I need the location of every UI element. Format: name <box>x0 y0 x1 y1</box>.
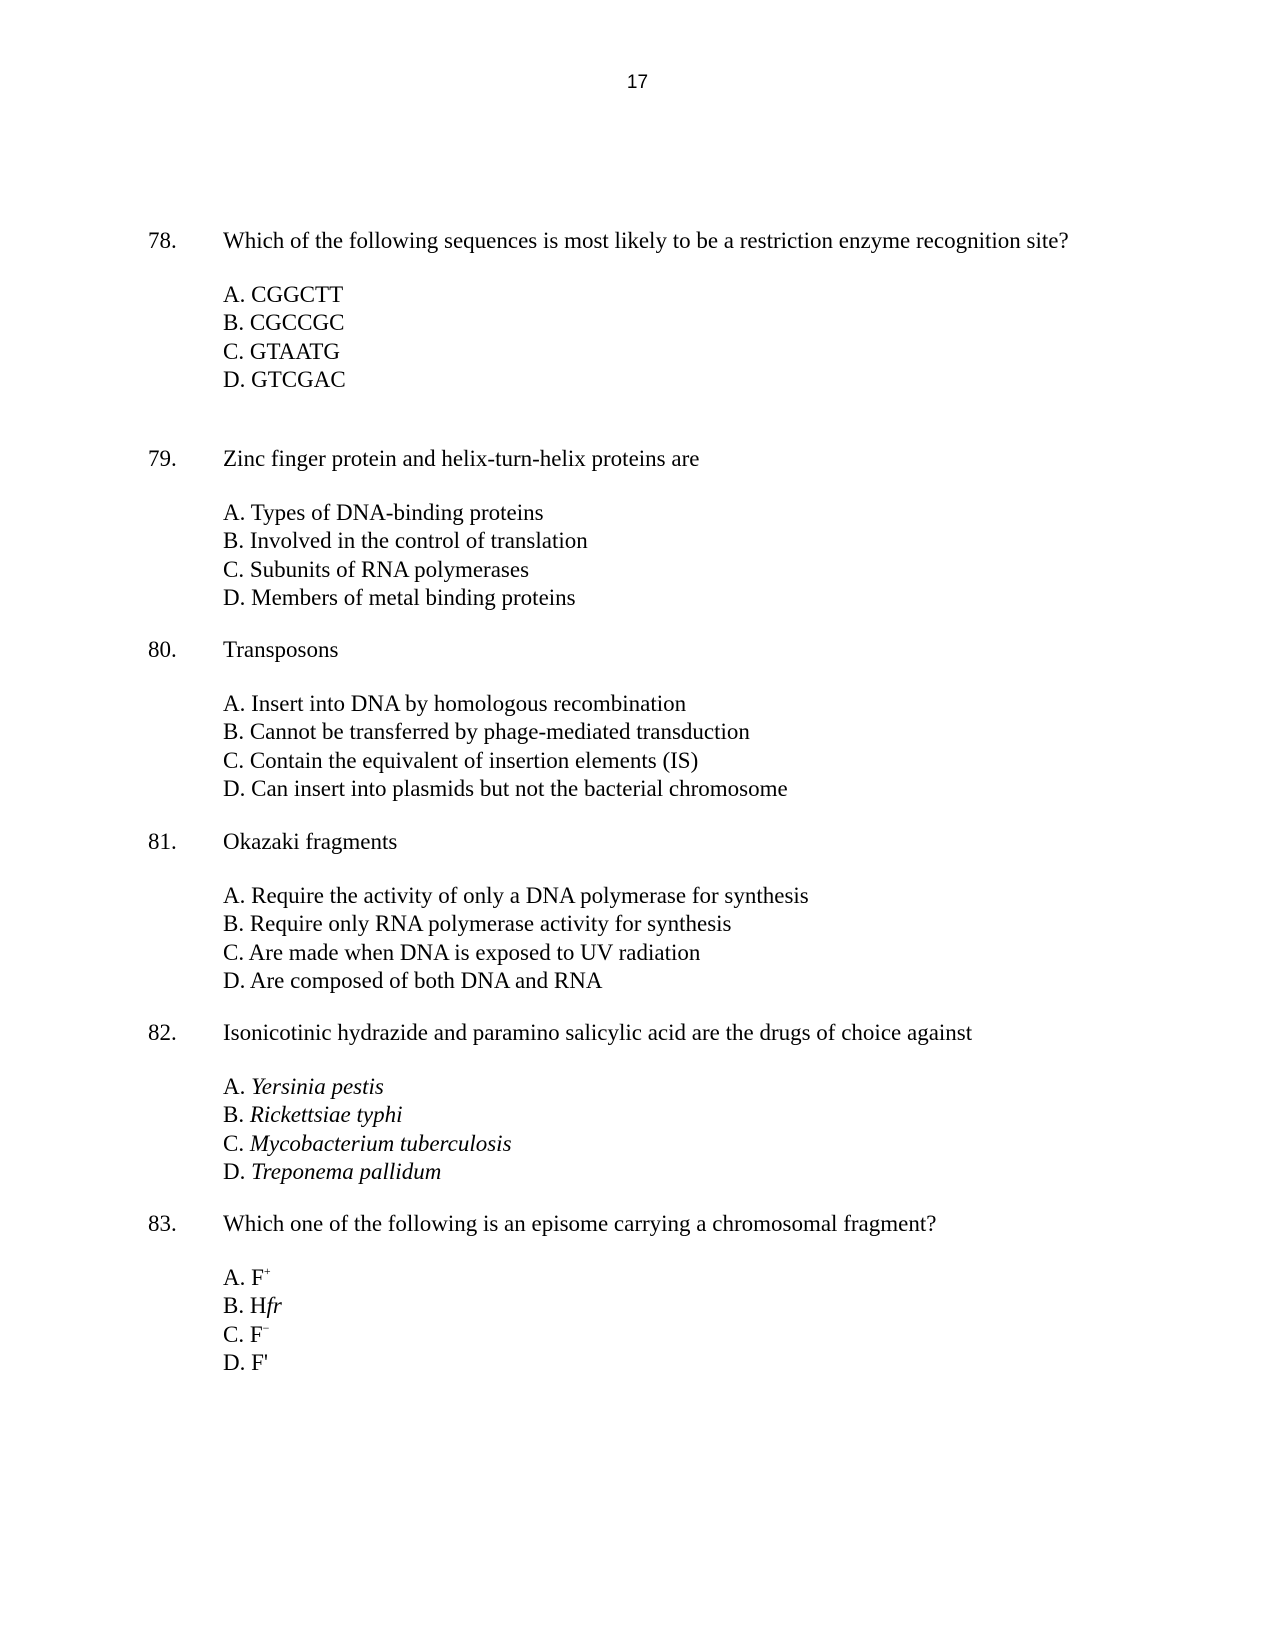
question-stem: Transposons <box>223 637 339 662</box>
option-letter: C. <box>223 1130 245 1156</box>
question-stem: Okazaki fragments <box>223 829 398 854</box>
option-letter: A. <box>223 882 246 908</box>
option-superscript: − <box>262 1320 270 1335</box>
option-text: Are made when DNA is exposed to UV radiation <box>248 939 701 965</box>
option-superscript: + <box>263 1263 271 1278</box>
option-text: Require the activity of only a DNA polymerase for synthesis <box>251 882 809 908</box>
option-text: CGGCTT <box>251 281 344 307</box>
option-c <box>223 338 1128 367</box>
option-text: Subunits of RNA polymerases <box>249 556 530 582</box>
option-text: Contain the equivalent of insertion elements (IS) <box>249 747 699 773</box>
option-letter: C. <box>223 556 245 582</box>
option-list <box>223 281 1128 395</box>
option-text: Members of metal binding proteins <box>251 585 576 610</box>
option-c <box>223 747 1128 776</box>
option-c <box>223 556 1128 585</box>
option-text: Involved in the control of translation <box>249 528 588 553</box>
option-text <box>250 1322 270 1347</box>
option-letter: B. <box>223 528 245 553</box>
option-base: F <box>249 1321 263 1347</box>
option-text: Rickettsiae typhi <box>249 1102 403 1127</box>
option-text: GTCGAC <box>251 367 346 392</box>
option-letter: B. <box>223 1102 245 1127</box>
option-a <box>223 1073 1128 1102</box>
option-a <box>223 882 1128 911</box>
option-base: F <box>251 1264 264 1290</box>
option-letter: B. <box>223 1293 245 1318</box>
question-number: 81. <box>148 829 177 854</box>
option-text <box>251 1265 271 1290</box>
question-80 <box>148 636 1128 804</box>
question-number: 83. <box>148 1211 177 1236</box>
option-letter: B. <box>223 911 245 936</box>
option-letter: B. <box>223 310 245 335</box>
option-text: Treponema pallidum <box>251 1159 442 1184</box>
option-list <box>223 1264 1128 1378</box>
question-stem: Isonicotinic hydrazide and paramino salicylic acid are the drugs of choice against <box>223 1020 973 1045</box>
option-d <box>223 584 1128 613</box>
question-number: 78. <box>148 228 177 253</box>
option-italic: fr <box>266 1293 282 1318</box>
question-78 <box>148 227 1128 395</box>
option-text: Require only RNA polymerase activity for synthesis <box>249 911 732 936</box>
question-stem: Which one of the following is an episome carrying a chromosomal fragment? <box>223 1211 937 1236</box>
option-letter: C. <box>223 747 245 773</box>
option-letter: A. <box>223 281 246 307</box>
option-letter: D. <box>223 585 246 610</box>
option-text: CGCCGC <box>249 310 345 335</box>
option-text: Can insert into plasmids but not the bacterial chromosome <box>251 776 788 801</box>
option-text: Mycobacterium tuberculosis <box>249 1130 512 1156</box>
option-c <box>223 1321 1128 1350</box>
option-text: Cannot be transferred by phage-mediated transduction <box>249 719 750 744</box>
option-b <box>223 309 1128 338</box>
option-a <box>223 281 1128 310</box>
option-base: H <box>249 1293 267 1318</box>
option-a <box>223 690 1128 719</box>
option-text: Insert into DNA by homologous recombination <box>251 690 687 716</box>
option-letter: C. <box>223 338 245 364</box>
question-stem: Which of the following sequences is most likely to be a restriction enzyme recognition site? <box>223 228 1069 253</box>
question-79 <box>148 445 1128 613</box>
option-text: Yersinia pestis <box>251 1073 384 1099</box>
option-d <box>223 967 1128 996</box>
question-stem: Zinc finger protein and helix-turn-helix proteins are <box>223 446 700 471</box>
question-83 <box>148 1210 1128 1378</box>
question-number: 82. <box>148 1020 177 1045</box>
option-b <box>223 1292 1128 1321</box>
option-list <box>223 1073 1128 1187</box>
option-d <box>223 1158 1128 1187</box>
option-letter: A. <box>223 690 246 716</box>
option-c <box>223 1130 1128 1159</box>
option-b <box>223 718 1128 747</box>
option-d <box>223 366 1128 395</box>
option-letter: B. <box>223 719 245 744</box>
question-82 <box>148 1019 1128 1187</box>
question-number: 80. <box>148 637 177 662</box>
option-c <box>223 939 1128 968</box>
option-list <box>223 882 1128 996</box>
question-81 <box>148 828 1128 996</box>
option-letter: D. <box>223 1159 246 1184</box>
option-text: F' <box>251 1350 269 1375</box>
option-letter: A. <box>223 499 246 525</box>
question-number: 79. <box>148 446 177 471</box>
option-d <box>223 775 1128 804</box>
option-letter: D. <box>223 367 246 392</box>
option-letter: D. <box>223 776 246 801</box>
option-list <box>223 690 1128 804</box>
option-d <box>223 1349 1128 1378</box>
option-b <box>223 527 1128 556</box>
option-text <box>250 1293 282 1318</box>
option-b <box>223 1101 1128 1130</box>
option-letter: D. <box>223 1350 246 1375</box>
option-a <box>223 499 1128 528</box>
option-letter: A. <box>223 1073 246 1099</box>
option-letter: C. <box>223 1321 245 1347</box>
page-number: 17 <box>626 72 649 93</box>
option-text: GTAATG <box>249 338 340 364</box>
option-letter: C. <box>223 939 245 965</box>
option-a <box>223 1264 1128 1293</box>
option-letter: D. <box>223 968 246 993</box>
option-b <box>223 910 1128 939</box>
option-text: Are composed of both DNA and RNA <box>249 968 603 993</box>
option-letter: A. <box>223 1264 246 1290</box>
option-text: Types of DNA-binding proteins <box>250 499 544 525</box>
option-list <box>223 499 1128 613</box>
